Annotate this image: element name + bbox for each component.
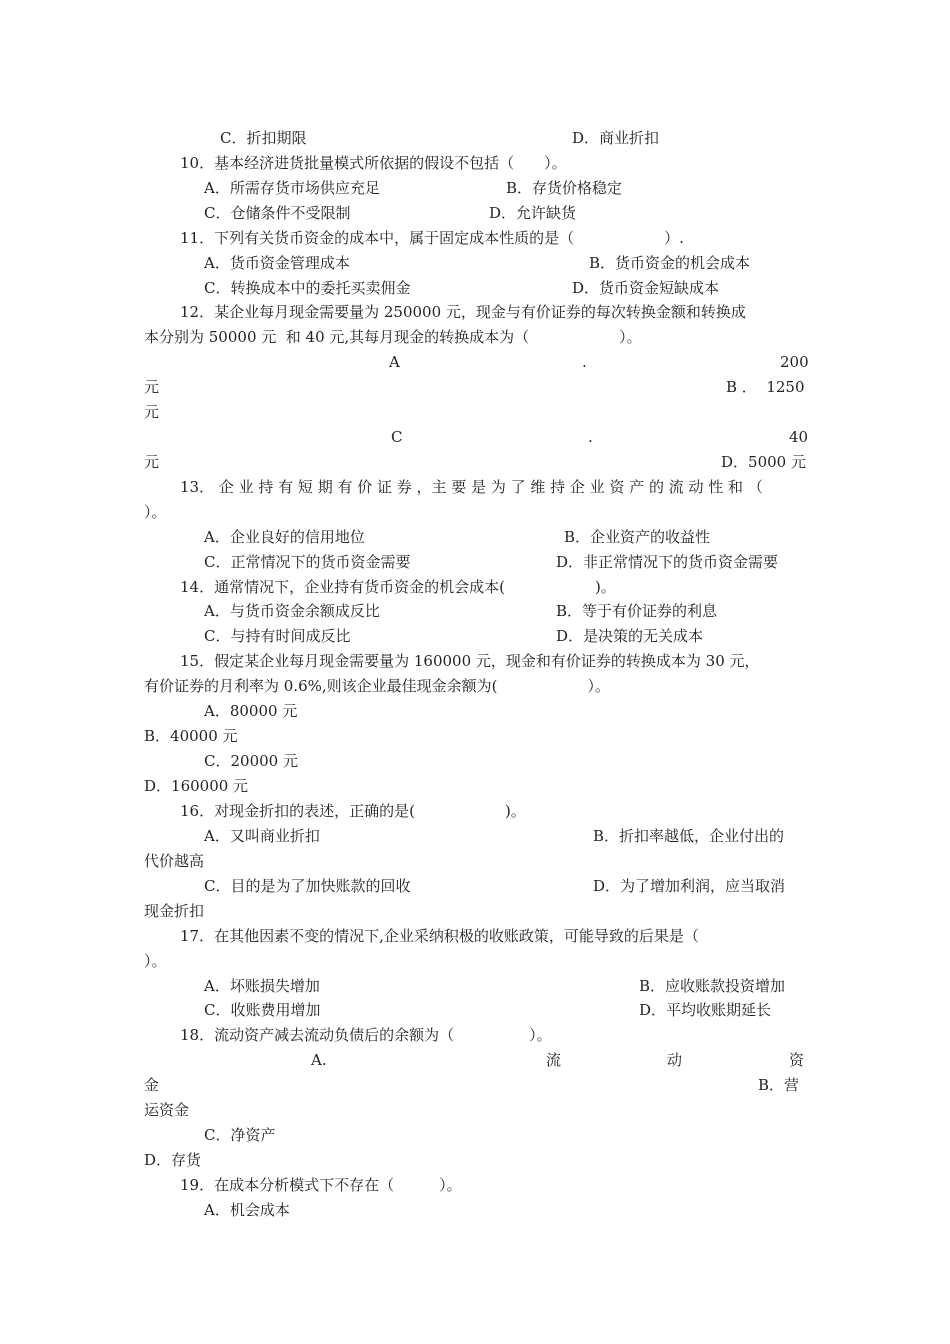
option-11c: C．转换成本中的委托买卖佣金 — [204, 279, 411, 297]
option-12c-letter: C — [391, 428, 403, 446]
option-11d: D．货币资金短缺成本 — [572, 279, 720, 297]
option-16d-cont: 现金折扣 — [144, 902, 205, 920]
question-13-line2: ）。 — [144, 503, 167, 521]
question-18: 18．流动资产减去流动负债后的余额为（ ）。 — [180, 1026, 552, 1044]
option-12a-letter: A — [389, 353, 400, 371]
option-12a-unit: 元 — [144, 378, 160, 396]
option-10c: C．仓储条件不受限制 — [204, 204, 351, 222]
option-16b: B．折扣率越低，企业付出的 — [593, 827, 785, 845]
option-12d: D．5000 元 — [721, 453, 806, 471]
option-15c: C．20000 元 — [204, 752, 298, 770]
option-18d: D．存货 — [144, 1151, 202, 1169]
question-10: 10．基本经济进货批量模式所依据的假设不包括（ ）。 — [180, 154, 567, 172]
question-16: 16．对现金折扣的表述，正确的是( )。 — [180, 802, 526, 820]
option-18b-cont: 运资金 — [144, 1101, 190, 1119]
option-11b: B．货币资金的机会成本 — [589, 254, 751, 272]
question-17-line1: 17．在其他因素不变的情况下,企业采纳积极的收账政策，可能导致的后果是（ — [180, 927, 699, 945]
option-11a: A．货币资金管理成本 — [204, 254, 350, 272]
question-14: 14．通常情况下，企业持有货币资金的机会成本( )。 — [180, 578, 616, 596]
option-15d: D．160000 元 — [144, 777, 249, 795]
option-16a: A．又叫商业折扣 — [204, 827, 320, 845]
option-16c: C．目的是为了加快账款的回收 — [204, 877, 411, 895]
question-12-line1: 12．某企业每月现金需要量为 250000 元，现金与有价证券的每次转换金额和转换成 — [180, 303, 746, 321]
option-9c: C．折扣期限 — [220, 129, 307, 147]
option-17b: B．应收账款投资增加 — [639, 977, 786, 995]
option-18a-char3: 资 — [789, 1051, 805, 1069]
option-10d: D．允许缺货 — [489, 204, 577, 222]
option-14a: A．与货币资金余额成反比 — [204, 602, 380, 620]
question-15-line1: 15．假定某企业每月现金需要量为 160000 元，现金和有价证券的转换成本为 30 元， — [180, 652, 760, 670]
option-13c: C．正常情况下的货币资金需要 — [204, 553, 411, 571]
option-13a: A．企业良好的信用地位 — [204, 528, 365, 546]
option-16d: D．为了增加利润，应当取消 — [593, 877, 786, 895]
question-12-line2: 本分别为 50000 元 和 40 元,其每月现金的转换成本为（ ）。 — [144, 328, 642, 346]
option-14d: D．是决策的无关成本 — [556, 627, 704, 645]
option-13d: D．非正常情况下的货币资金需要 — [556, 553, 779, 571]
option-18b: B．营 — [758, 1076, 800, 1094]
option-12a-value: 200 — [780, 353, 809, 371]
option-18c: C．净资产 — [204, 1126, 276, 1144]
option-18a-letter: A. — [311, 1051, 327, 1069]
option-17a: A．坏账损失增加 — [204, 977, 320, 995]
option-12b-unit: 元 — [144, 403, 160, 421]
option-12c-value: 40 — [789, 428, 809, 446]
question-17-line2: ）。 — [144, 952, 167, 970]
question-11: 11．下列有关货币资金的成本中，属于固定成本性质的是（ ）. — [180, 229, 684, 247]
option-17d: D．平均收账期延长 — [639, 1001, 772, 1019]
option-12a-dot: . — [582, 353, 587, 371]
option-18a-char4: 金 — [144, 1076, 160, 1094]
question-15-line2: 有价证券的月利率为 0.6%,则该企业最佳现金余额为( ）。 — [144, 677, 610, 695]
option-10a: A．所需存货市场供应充足 — [204, 179, 380, 197]
option-18a-char1: 流 — [546, 1051, 562, 1069]
option-10b: B．存货价格稳定 — [506, 179, 623, 197]
option-12c-dot: . — [588, 428, 593, 446]
option-14c: C．与持有时间成反比 — [204, 627, 351, 645]
option-13b: B．企业资产的收益性 — [564, 528, 711, 546]
option-19a: A．机会成本 — [204, 1201, 290, 1219]
option-12c-unit: 元 — [144, 453, 160, 471]
option-12b: B ． 1250 — [726, 378, 805, 396]
option-17c: C．收账费用增加 — [204, 1001, 321, 1019]
option-15a: A．80000 元 — [204, 702, 298, 720]
question-13-line1: 13． 企 业 持 有 短 期 有 价 证 券 ，主 要 是 为 了 维 持 企 业 资 产 的 流 动 性 和 （ — [180, 478, 763, 496]
option-9d: D．商业折扣 — [572, 129, 660, 147]
question-19: 19．在成本分析模式下不存在（ ）。 — [180, 1176, 462, 1194]
option-15b: B．40000 元 — [144, 727, 238, 745]
option-18a-char2: 动 — [667, 1051, 683, 1069]
option-16b-cont: 代价越高 — [144, 852, 205, 870]
option-14b: B．等于有价证券的利息 — [556, 602, 718, 620]
